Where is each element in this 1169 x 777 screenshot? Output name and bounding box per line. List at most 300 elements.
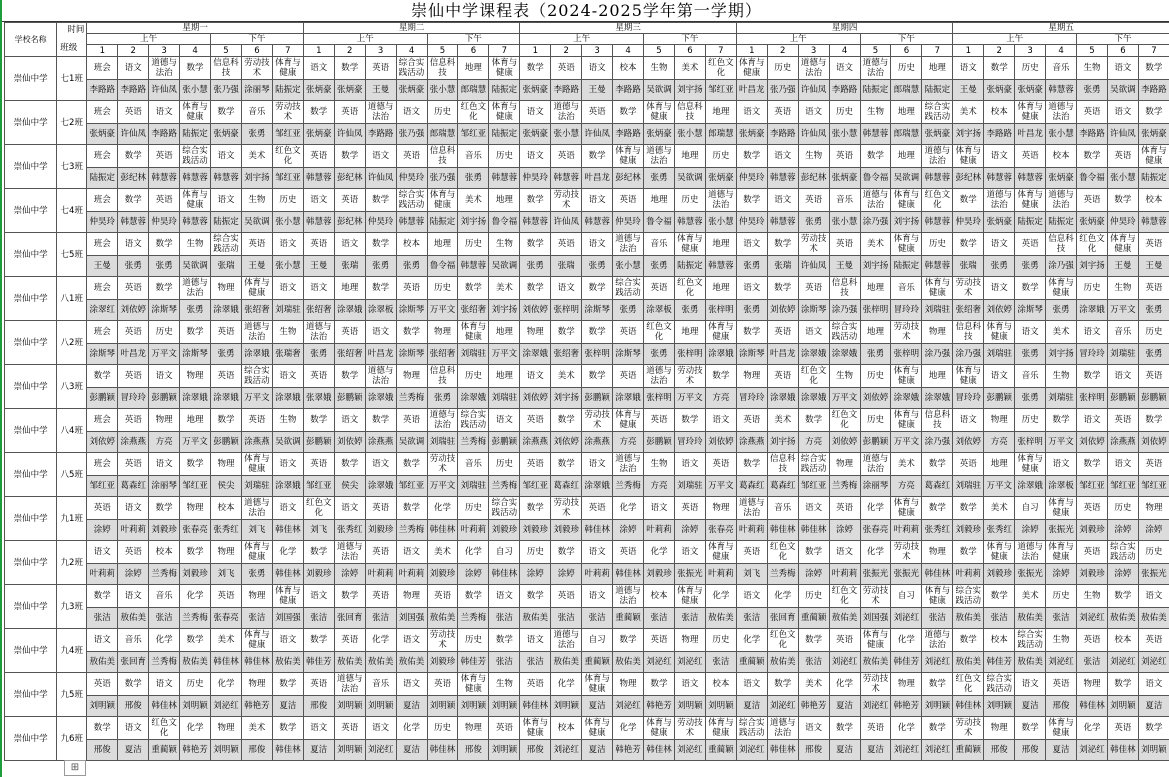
subject-cell[interactable]: 地理	[891, 145, 922, 168]
subject-cell[interactable]: 语文	[520, 365, 551, 388]
teacher-cell[interactable]: 刘瑞驻	[1046, 388, 1077, 409]
teacher-cell[interactable]: 涂燕燕	[365, 432, 396, 453]
teacher-cell[interactable]: 刘飞	[303, 520, 334, 541]
teacher-cell[interactable]: 涂斯琴	[736, 344, 767, 365]
subject-cell[interactable]: 数学	[180, 629, 211, 652]
teacher-cell[interactable]: 刘依婷	[520, 300, 551, 321]
teacher-cell[interactable]: 张勇	[149, 256, 180, 277]
subject-cell[interactable]: 语文	[396, 541, 427, 564]
subject-cell[interactable]: 地理	[984, 453, 1015, 476]
subject-cell[interactable]: 校本	[551, 717, 582, 740]
subject-cell[interactable]: 体育与健康	[180, 189, 211, 212]
teacher-cell[interactable]: 彭纪林	[118, 168, 149, 189]
school-name-cell[interactable]: 崇仙中学	[5, 57, 57, 101]
teacher-cell[interactable]: 涂斯琴	[613, 344, 644, 365]
teacher-cell[interactable]: 刘瑞驻	[953, 476, 984, 497]
subject-cell[interactable]: 道德与法治	[1015, 541, 1046, 564]
subject-cell[interactable]: 综合实践活动	[489, 497, 520, 520]
teacher-cell[interactable]: 涂翠娥	[1015, 476, 1046, 497]
teacher-cell[interactable]: 张勇	[458, 168, 489, 189]
teacher-cell[interactable]: 叶莉莉	[365, 564, 396, 585]
teacher-cell[interactable]: 韩慧蓉	[922, 168, 953, 189]
subject-cell[interactable]: 体育与健康	[984, 321, 1015, 344]
subject-cell[interactable]: 数学	[303, 101, 334, 124]
teacher-cell[interactable]: 涂斯琴	[180, 344, 211, 365]
teacher-cell[interactable]: 涂燕燕	[736, 432, 767, 453]
subject-cell[interactable]: 语文	[798, 717, 829, 740]
teacher-cell[interactable]: 涂翠娥	[272, 476, 303, 497]
subject-cell[interactable]: 数学	[1107, 673, 1138, 696]
subject-cell[interactable]: 红色文化	[272, 145, 303, 168]
subject-cell[interactable]: 英语	[1107, 145, 1138, 168]
teacher-cell[interactable]: 张梓明	[674, 344, 705, 365]
teacher-cell[interactable]: 涂婷	[118, 564, 149, 585]
subject-cell[interactable]: 英语	[118, 453, 149, 476]
teacher-cell[interactable]: 叶昌龙	[1015, 124, 1046, 145]
teacher-cell[interactable]: 韩慧蓉	[705, 256, 736, 277]
teacher-cell[interactable]: 涂婷	[1107, 564, 1138, 585]
subject-cell[interactable]: 数学	[582, 277, 613, 300]
subject-cell[interactable]: 综合实践活动	[458, 409, 489, 432]
teacher-cell[interactable]: 涂翠红	[87, 300, 118, 321]
subject-cell[interactable]: 语文	[87, 541, 118, 564]
class-name-cell[interactable]: 九2班	[57, 541, 87, 585]
teacher-cell[interactable]: 陆振定	[674, 256, 705, 277]
teacher-cell[interactable]: 叶莉莉	[891, 520, 922, 541]
subject-cell[interactable]: 数学	[272, 673, 303, 696]
subject-cell[interactable]: 数学	[87, 585, 118, 608]
subject-cell[interactable]: 英语	[396, 145, 427, 168]
subject-cell[interactable]: 地理	[674, 145, 705, 168]
subject-cell[interactable]: 综合实践活动	[613, 277, 644, 300]
subject-cell[interactable]: 数学	[211, 101, 242, 124]
subject-cell[interactable]: 音乐	[1107, 321, 1138, 344]
teacher-cell[interactable]: 张洁	[674, 608, 705, 629]
subject-cell[interactable]: 语文	[272, 497, 303, 520]
subject-cell[interactable]: 英语	[303, 145, 334, 168]
teacher-cell[interactable]: 许仙凤	[798, 256, 829, 277]
teacher-cell[interactable]: 涂婷	[1138, 520, 1169, 541]
teacher-cell[interactable]: 张洁	[489, 652, 520, 673]
teacher-cell[interactable]: 刘毅珍	[303, 564, 334, 585]
subject-cell[interactable]: 英语	[365, 57, 396, 80]
subject-cell[interactable]: 历史	[860, 365, 891, 388]
subject-cell[interactable]: 语文	[118, 497, 149, 520]
subject-cell[interactable]: 物理	[922, 321, 953, 344]
teacher-cell[interactable]: 吴欲调	[180, 256, 211, 277]
subject-cell[interactable]: 数学	[303, 629, 334, 652]
subject-cell[interactable]: 生物	[489, 233, 520, 256]
subject-cell[interactable]: 历史	[458, 497, 489, 520]
teacher-cell[interactable]: 仲昊玲	[365, 212, 396, 233]
subject-cell[interactable]: 数学	[798, 541, 829, 564]
teacher-cell[interactable]: 仲昊玲	[149, 212, 180, 233]
subject-cell[interactable]: 语文	[984, 233, 1015, 256]
teacher-cell[interactable]: 张洁	[520, 652, 551, 673]
teacher-cell[interactable]: 万平文	[180, 432, 211, 453]
teacher-cell[interactable]: 刘明颖	[984, 696, 1015, 717]
teacher-cell[interactable]: 叶昌龙	[582, 168, 613, 189]
teacher-cell[interactable]: 张瑞	[767, 256, 798, 277]
subject-cell[interactable]: 化学	[891, 629, 922, 652]
subject-cell[interactable]: 语文	[1077, 321, 1108, 344]
teacher-cell[interactable]: 冒玲玲	[674, 432, 705, 453]
subject-cell[interactable]: 语文	[303, 277, 334, 300]
subject-cell[interactable]: 劳动技术	[891, 321, 922, 344]
class-name-cell[interactable]: 七3班	[57, 145, 87, 189]
teacher-cell[interactable]: 韩佳林	[427, 740, 458, 761]
teacher-cell[interactable]: 刘明颖	[674, 696, 705, 717]
teacher-cell[interactable]: 葛森红	[551, 476, 582, 497]
teacher-cell[interactable]: 邹红亚	[1077, 476, 1108, 497]
subject-cell[interactable]: 音乐	[829, 189, 860, 212]
subject-cell[interactable]: 英语	[427, 673, 458, 696]
subject-cell[interactable]: 道德与法治	[303, 321, 334, 344]
teacher-cell[interactable]: 涂翠娥	[334, 300, 365, 321]
subject-cell[interactable]: 道德与法治	[334, 541, 365, 564]
subject-cell[interactable]: 体育与健康	[674, 585, 705, 608]
subject-cell[interactable]: 英语	[767, 101, 798, 124]
teacher-cell[interactable]: 涂翠板	[1046, 476, 1077, 497]
teacher-cell[interactable]: 刘依婷	[87, 432, 118, 453]
subject-cell[interactable]: 体育与健康	[953, 145, 984, 168]
teacher-cell[interactable]: 张小慧	[613, 256, 644, 277]
teacher-cell[interactable]: 涂燕燕	[1107, 432, 1138, 453]
teacher-cell[interactable]: 敖佑美	[118, 608, 149, 629]
teacher-cell[interactable]: 张小慧	[551, 124, 582, 145]
subject-cell[interactable]: 道德与法治	[613, 453, 644, 476]
subject-cell[interactable]: 化学	[551, 673, 582, 696]
teacher-cell[interactable]: 张炳豪	[736, 124, 767, 145]
teacher-cell[interactable]: 张洁	[798, 652, 829, 673]
teacher-cell[interactable]: 张炳豪	[87, 124, 118, 145]
teacher-cell[interactable]: 韩慧蓉	[551, 168, 582, 189]
subject-cell[interactable]: 道德与法治	[241, 497, 272, 520]
teacher-cell[interactable]: 敖佑美	[365, 652, 396, 673]
teacher-cell[interactable]: 韩佳林	[582, 520, 613, 541]
subject-cell[interactable]: 化学	[1077, 717, 1108, 740]
teacher-cell[interactable]: 涂燕燕	[582, 432, 613, 453]
subject-cell[interactable]: 语文	[272, 233, 303, 256]
class-name-cell[interactable]: 九6班	[57, 717, 87, 761]
subject-cell[interactable]: 英语	[551, 233, 582, 256]
subject-cell[interactable]: 物理	[458, 717, 489, 740]
subject-cell[interactable]: 语文	[582, 453, 613, 476]
subject-cell[interactable]: 校本	[211, 497, 242, 520]
subject-cell[interactable]: 数学	[334, 57, 365, 80]
subject-cell[interactable]: 化学	[891, 717, 922, 740]
subject-cell[interactable]: 地理	[705, 101, 736, 124]
teacher-cell[interactable]: 张回育	[118, 652, 149, 673]
teacher-cell[interactable]: 敖佑美	[180, 652, 211, 673]
teacher-cell[interactable]: 敖佑美	[1107, 608, 1138, 629]
teacher-cell[interactable]: 彭纪林	[798, 168, 829, 189]
subject-cell[interactable]: 红色文化	[829, 409, 860, 432]
subject-cell[interactable]: 英语	[613, 189, 644, 212]
teacher-cell[interactable]: 邢俊	[458, 740, 489, 761]
teacher-cell[interactable]: 张洁	[582, 608, 613, 629]
teacher-cell[interactable]: 韩佳林	[1077, 696, 1108, 717]
teacher-cell[interactable]: 韩慧蓉	[520, 212, 551, 233]
teacher-cell[interactable]: 敖佑美	[829, 608, 860, 629]
teacher-cell[interactable]: 韩慧蓉	[1015, 168, 1046, 189]
subject-cell[interactable]: 语文	[1046, 453, 1077, 476]
teacher-cell[interactable]: 敖佑美	[520, 608, 551, 629]
teacher-cell[interactable]: 涂翠娥	[922, 388, 953, 409]
school-name-cell[interactable]: 崇仙中学	[5, 233, 57, 277]
teacher-cell[interactable]: 仲昊玲	[1107, 212, 1138, 233]
subject-cell[interactable]: 数学	[365, 409, 396, 432]
subject-cell[interactable]: 体育与健康	[489, 101, 520, 124]
subject-cell[interactable]: 英语	[767, 365, 798, 388]
subject-cell[interactable]: 综合实践活动	[922, 101, 953, 124]
teacher-cell[interactable]: 张炳豪	[520, 80, 551, 101]
subject-cell[interactable]: 劳动技术	[272, 101, 303, 124]
subject-cell[interactable]: 红色文化	[458, 101, 489, 124]
subject-cell[interactable]: 美术	[674, 57, 705, 80]
subject-cell[interactable]: 历史	[427, 277, 458, 300]
subject-cell[interactable]: 美术	[767, 409, 798, 432]
subject-cell[interactable]: 地理	[674, 321, 705, 344]
subject-cell[interactable]: 体育与健康	[489, 57, 520, 80]
teacher-cell[interactable]: 万平文	[1107, 300, 1138, 321]
paste-options-icon[interactable]: ⊞	[64, 760, 86, 776]
teacher-cell[interactable]: 韩艳芳	[798, 696, 829, 717]
teacher-cell[interactable]: 涂翠娥	[891, 388, 922, 409]
subject-cell[interactable]: 语文	[705, 409, 736, 432]
subject-cell[interactable]: 综合实践活动	[736, 717, 767, 740]
teacher-cell[interactable]: 张瑞奢	[272, 344, 303, 365]
teacher-cell[interactable]: 仲昊玲	[613, 212, 644, 233]
subject-cell[interactable]: 英语	[1138, 277, 1169, 300]
teacher-cell[interactable]: 万平文	[891, 432, 922, 453]
subject-cell[interactable]: 校本	[984, 101, 1015, 124]
subject-cell[interactable]: 英语	[1077, 189, 1108, 212]
subject-cell[interactable]: 语文	[953, 57, 984, 80]
subject-cell[interactable]: 语文	[520, 101, 551, 124]
teacher-cell[interactable]: 涂翠娥	[520, 344, 551, 365]
teacher-cell[interactable]: 张炳豪	[705, 168, 736, 189]
teacher-cell[interactable]: 刘瑞驻	[1107, 344, 1138, 365]
teacher-cell[interactable]: 涂婷	[458, 564, 489, 585]
subject-cell[interactable]: 数学	[922, 673, 953, 696]
teacher-cell[interactable]: 涂翠娥	[211, 388, 242, 409]
subject-cell[interactable]: 地理	[489, 365, 520, 388]
subject-cell[interactable]: 数学	[118, 189, 149, 212]
teacher-cell[interactable]: 韩慧蓉	[1138, 212, 1169, 233]
teacher-cell[interactable]: 张勇	[644, 168, 675, 189]
teacher-cell[interactable]: 涂斯琴	[582, 300, 613, 321]
teacher-cell[interactable]: 刘泌红	[1107, 652, 1138, 673]
teacher-cell[interactable]: 彭纪林	[334, 212, 365, 233]
teacher-cell[interactable]: 刘泌红	[736, 740, 767, 761]
teacher-cell[interactable]: 刘泌红	[551, 740, 582, 761]
subject-cell[interactable]: 数学	[922, 453, 953, 476]
subject-cell[interactable]: 红色文化	[798, 365, 829, 388]
subject-cell[interactable]: 语文	[1107, 365, 1138, 388]
teacher-cell[interactable]: 涂婷	[334, 564, 365, 585]
teacher-cell[interactable]: 张洁	[87, 608, 118, 629]
teacher-cell[interactable]: 涂翠娥	[582, 476, 613, 497]
teacher-cell[interactable]: 张炳豪	[303, 80, 334, 101]
subject-cell[interactable]: 语文	[1015, 673, 1046, 696]
subject-cell[interactable]: 班会	[87, 453, 118, 476]
subject-cell[interactable]: 物理	[674, 629, 705, 652]
teacher-cell[interactable]: 李路路	[118, 80, 149, 101]
teacher-cell[interactable]: 涂斯琴	[798, 300, 829, 321]
teacher-cell[interactable]: 敖佑美	[953, 608, 984, 629]
teacher-cell[interactable]: 冒玲玲	[1077, 344, 1108, 365]
teacher-cell[interactable]: 张炳豪	[303, 124, 334, 145]
subject-cell[interactable]: 语文	[767, 145, 798, 168]
teacher-cell[interactable]: 刘泌红	[829, 652, 860, 673]
subject-cell[interactable]: 历史	[1077, 277, 1108, 300]
teacher-cell[interactable]: 吴欲调	[241, 212, 272, 233]
subject-cell[interactable]: 道德与法治	[365, 101, 396, 124]
teacher-cell[interactable]: 彭纪林	[953, 168, 984, 189]
subject-cell[interactable]: 道德与法治	[613, 233, 644, 256]
teacher-cell[interactable]: 万平文	[241, 388, 272, 409]
subject-cell[interactable]: 语文	[674, 541, 705, 564]
subject-cell[interactable]: 数学	[520, 585, 551, 608]
teacher-cell[interactable]: 李路路	[87, 80, 118, 101]
teacher-cell[interactable]: 彭鹏颖	[984, 388, 1015, 409]
teacher-cell[interactable]: 刘毅珍	[427, 652, 458, 673]
subject-cell[interactable]: 化学	[644, 541, 675, 564]
teacher-cell[interactable]: 刘明颖	[211, 740, 242, 761]
subject-cell[interactable]: 语文	[149, 673, 180, 696]
subject-cell[interactable]: 美术	[427, 541, 458, 564]
subject-cell[interactable]: 英语	[1077, 541, 1108, 564]
class-name-cell[interactable]: 七5班	[57, 233, 87, 277]
subject-cell[interactable]: 语文	[334, 497, 365, 520]
teacher-cell[interactable]: 韩佳林	[149, 696, 180, 717]
teacher-cell[interactable]: 刘宇扬	[241, 168, 272, 189]
subject-cell[interactable]: 历史	[149, 321, 180, 344]
teacher-cell[interactable]: 彭纪林	[613, 168, 644, 189]
subject-cell[interactable]: 生物	[241, 189, 272, 212]
subject-cell[interactable]: 道德与法治	[180, 277, 211, 300]
teacher-cell[interactable]: 韩佳林	[798, 520, 829, 541]
teacher-cell[interactable]: 夏洁	[1046, 740, 1077, 761]
teacher-cell[interactable]: 邢俊	[1046, 696, 1077, 717]
subject-cell[interactable]: 英语	[118, 541, 149, 564]
teacher-cell[interactable]: 韩佳芳	[303, 652, 334, 673]
teacher-cell[interactable]: 张勇	[644, 256, 675, 277]
teacher-cell[interactable]: 刘明颖	[489, 696, 520, 717]
teacher-cell[interactable]: 刘毅珍	[984, 564, 1015, 585]
teacher-cell[interactable]: 张春亮	[211, 608, 242, 629]
subject-cell[interactable]: 数学	[551, 321, 582, 344]
teacher-cell[interactable]: 韩佳林	[767, 520, 798, 541]
subject-cell[interactable]: 数学	[1015, 277, 1046, 300]
teacher-cell[interactable]: 夏洁	[396, 696, 427, 717]
teacher-cell[interactable]: 鲁令福	[427, 256, 458, 277]
teacher-cell[interactable]: 郎瑞慧	[705, 124, 736, 145]
teacher-cell[interactable]: 韩慧蓉	[458, 256, 489, 277]
teacher-cell[interactable]: 刘泌红	[365, 740, 396, 761]
class-name-cell[interactable]: 八3班	[57, 365, 87, 409]
subject-cell[interactable]: 物理	[1138, 497, 1169, 520]
subject-cell[interactable]: 体育与健康	[613, 409, 644, 432]
subject-cell[interactable]: 数学	[798, 409, 829, 432]
subject-cell[interactable]: 历史	[798, 585, 829, 608]
teacher-cell[interactable]: 方亮	[149, 432, 180, 453]
teacher-cell[interactable]: 万平文	[427, 476, 458, 497]
subject-cell[interactable]: 道德与法治	[551, 101, 582, 124]
teacher-cell[interactable]: 兰秀梅	[180, 608, 211, 629]
teacher-cell[interactable]: 刘明颖	[427, 696, 458, 717]
teacher-cell[interactable]: 张勇	[1015, 344, 1046, 365]
teacher-cell[interactable]: 刘国强	[396, 608, 427, 629]
subject-cell[interactable]: 语文	[736, 233, 767, 256]
subject-cell[interactable]: 体育与健康	[891, 365, 922, 388]
subject-cell[interactable]: 班会	[87, 409, 118, 432]
teacher-cell[interactable]: 涂翠娥	[365, 476, 396, 497]
subject-cell[interactable]: 数学	[365, 277, 396, 300]
subject-cell[interactable]: 地理	[180, 409, 211, 432]
teacher-cell[interactable]: 张勇	[303, 344, 334, 365]
teacher-cell[interactable]: 韩慧蓉	[674, 212, 705, 233]
subject-cell[interactable]: 语文	[149, 453, 180, 476]
teacher-cell[interactable]: 张小慧	[705, 212, 736, 233]
teacher-cell[interactable]: 夏洁	[736, 696, 767, 717]
teacher-cell[interactable]: 夏洁	[582, 696, 613, 717]
teacher-cell[interactable]: 张洁	[644, 608, 675, 629]
teacher-cell[interactable]: 刘瑞驻	[984, 344, 1015, 365]
teacher-cell[interactable]: 张瑞	[211, 256, 242, 277]
teacher-cell[interactable]: 张勇	[613, 300, 644, 321]
teacher-cell[interactable]: 仲昊玲	[736, 168, 767, 189]
subject-cell[interactable]: 道德与法治	[551, 629, 582, 652]
subject-cell[interactable]: 英语	[118, 101, 149, 124]
teacher-cell[interactable]: 张小慧	[1046, 124, 1077, 145]
subject-cell[interactable]: 英语	[1077, 101, 1108, 124]
teacher-cell[interactable]: 张振光	[1015, 564, 1046, 585]
teacher-cell[interactable]: 刘依婷	[520, 388, 551, 409]
teacher-cell[interactable]: 仲昊玲	[736, 212, 767, 233]
subject-cell[interactable]: 数学	[953, 189, 984, 212]
subject-cell[interactable]: 劳动技术	[551, 497, 582, 520]
teacher-cell[interactable]: 涂燕燕	[118, 432, 149, 453]
teacher-cell[interactable]: 涂翠娥	[365, 388, 396, 409]
subject-cell[interactable]: 校本	[149, 541, 180, 564]
teacher-cell[interactable]: 刘泌红	[1077, 608, 1108, 629]
subject-cell[interactable]: 数学	[520, 189, 551, 212]
subject-cell[interactable]: 体育与健康	[953, 365, 984, 388]
subject-cell[interactable]: 英语	[334, 717, 365, 740]
teacher-cell[interactable]: 刘瑞驻	[427, 432, 458, 453]
subject-cell[interactable]: 语文	[303, 189, 334, 212]
teacher-cell[interactable]: 邹红亚	[1138, 476, 1169, 497]
teacher-cell[interactable]: 邹红亚	[458, 124, 489, 145]
teacher-cell[interactable]: 叶莉莉	[87, 564, 118, 585]
subject-cell[interactable]: 数学	[984, 57, 1015, 80]
subject-cell[interactable]: 语文	[396, 629, 427, 652]
teacher-cell[interactable]: 叶昌龙	[118, 344, 149, 365]
subject-cell[interactable]: 体育与健康	[891, 409, 922, 432]
teacher-cell[interactable]: 张洁	[551, 608, 582, 629]
teacher-cell[interactable]: 刘依婷	[334, 432, 365, 453]
teacher-cell[interactable]: 张勇	[582, 256, 613, 277]
class-name-cell[interactable]: 八4班	[57, 409, 87, 453]
subject-cell[interactable]: 化学	[458, 541, 489, 564]
teacher-cell[interactable]: 兰秀梅	[458, 608, 489, 629]
subject-cell[interactable]: 历史	[272, 189, 303, 212]
subject-cell[interactable]: 校本	[613, 57, 644, 80]
teacher-cell[interactable]: 刘泌红	[922, 652, 953, 673]
subject-cell[interactable]: 数学	[365, 233, 396, 256]
